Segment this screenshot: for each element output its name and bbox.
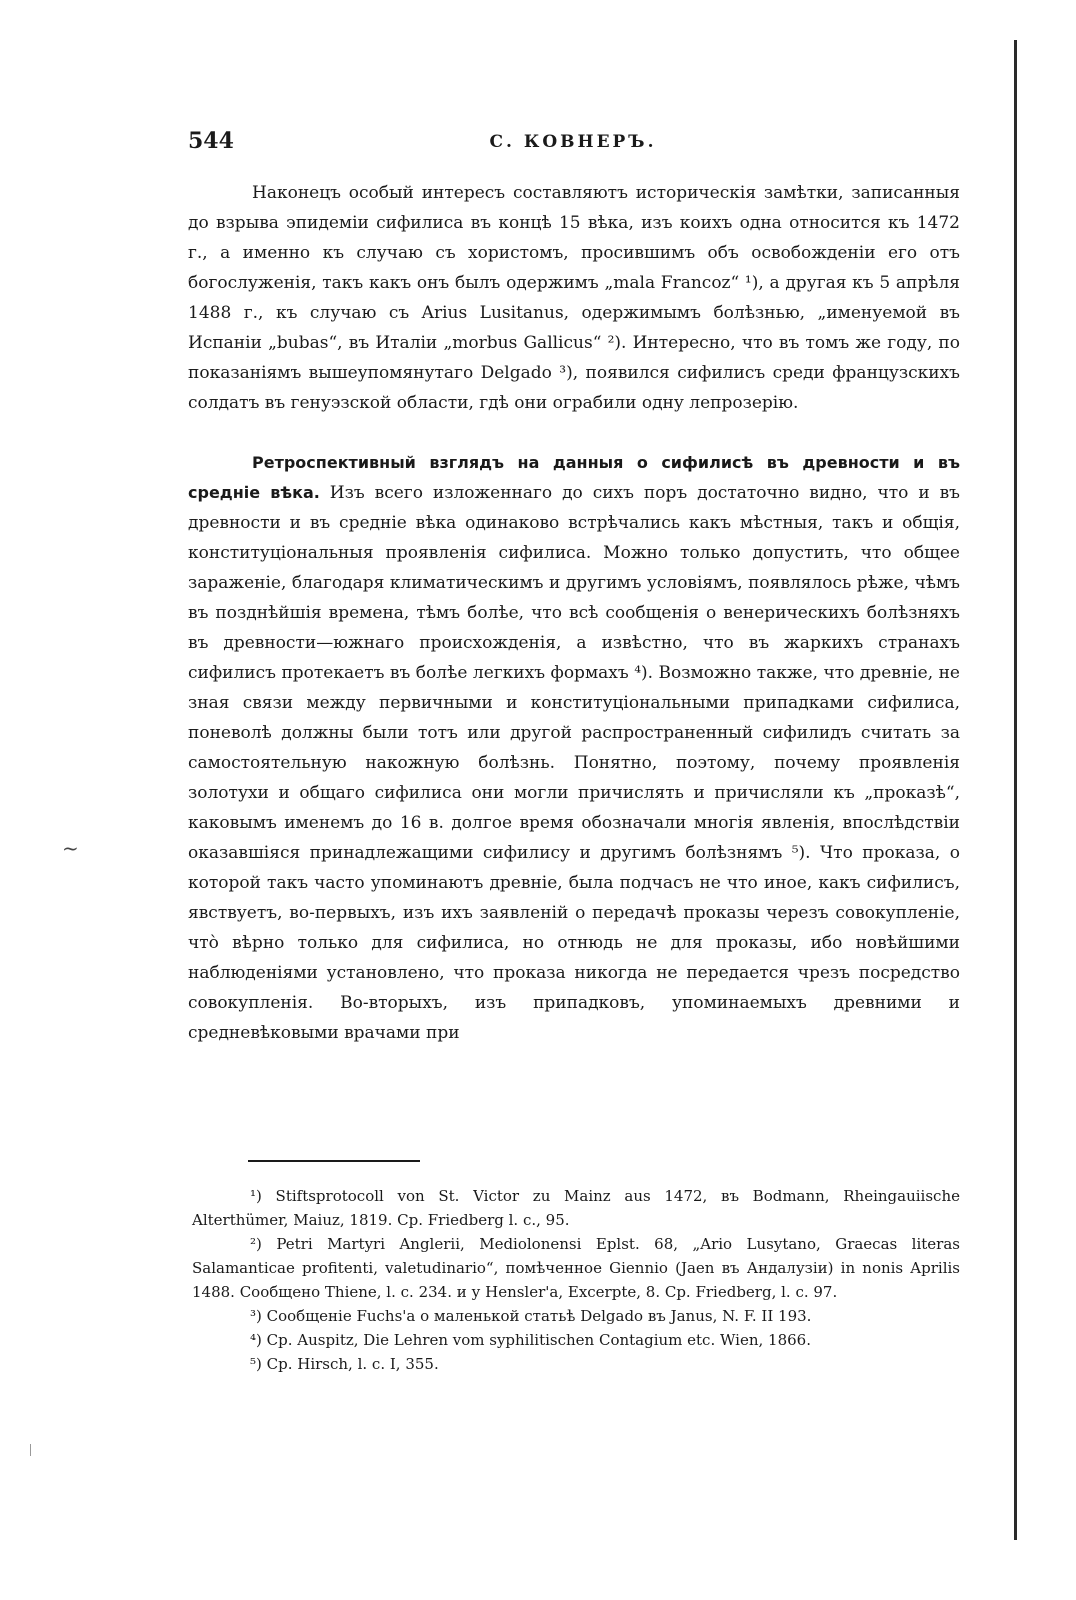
footnotes [192, 1184, 960, 1376]
page-edge-line [1014, 40, 1017, 1540]
footnote-4: ⁴) Ср. Auspitz, Die Lehren vom syphilitischen Contagium etc. Wien, 1866. [250, 1331, 811, 1349]
margin-mark: ~ [62, 836, 79, 860]
footnote-1: ¹) Stiftsprotocoll von St. Victor zu Mainz aus 1472, въ Bodmann, Rheingauiische Alterthümer, Maiuz, 1819. Ср. Friedberg l. c., 95. [192, 1187, 960, 1229]
page-number: 544 [188, 128, 234, 154]
paragraph-retrospective [188, 448, 960, 1048]
footnote-5: ⁵) Ср. Hirsch, l. c. I, 355. [250, 1355, 439, 1373]
running-title: С. КОВНЕРЪ. [489, 132, 657, 152]
section-heading: Ретроспективный взглядъ на данныя о сифилисѣ въ древности и въ средніе вѣка. [188, 453, 960, 502]
footnote-2: ²) Petri Martyri Anglerii, Mediolonensi Eplst. 68, „Ario Lusytano, Graecas literas Salamanticae profitenti, valetudinario“, помѣченное Giennio (Jaen въ Андалузіи) in nonis Aprilis 1488. Сообщено Thiene, l. c. 234. и у Hensler'a, Excerpte, 8. Ср. Friedberg, l. c. 97. [192, 1235, 960, 1301]
paragraph-historical-notes: Наконецъ особый интересъ составляютъ историческія замѣтки, записанныя до взрыва эпидеміи сифилиса въ концѣ 15 вѣка, изъ коихъ одна относится къ 1472 г., а именно къ случаю съ хористомъ, просившимъ объ освобожденіи его отъ богослуженія, такъ какъ онъ былъ одержимъ „mala Francoz“ ¹), а другая къ 5 апрѣля 1488 г., къ случаю съ Arius Lusitanus, одержимымъ болѣзнью, „именуемой въ Испаніи „bubas“, въ Италіи „morbus Gallicus“ ²). Интересно, что въ томъ же году, по показаніямъ вышеупомянутаго Delgado ³), появился сифилисъ среди французскихъ солдатъ въ генуэзской области, гдѣ они ограбили одну лепрозерію. [188, 183, 960, 413]
margin-tick [30, 1444, 31, 1456]
footnote-separator [248, 1160, 420, 1162]
page-header [188, 128, 958, 160]
footnote-3: ³) Сообщеніе Fuchs'a о маленькой статьѣ Delgado въ Janus, N. F. II 193. [250, 1307, 812, 1325]
main-text [188, 178, 960, 1048]
paragraph-retrospective-text: Изъ всего изложеннаго до сихъ поръ достаточно видно, что и въ древности и въ средніе вѣка одинаково встрѣчались какъ мѣстныя, такъ и общія, конституціональныя проявленія сифилиса. Можно только допустить, что общее зараженіе, благодаря климатическимъ и другимъ условіямъ, появлялось рѣже, чѣмъ въ позднѣйшія времена, тѣмъ болѣе, что всѣ сообщенія о венерическихъ болѣзняхъ въ древности—южнаго происхожденія, а извѣстно, что въ жаркихъ странахъ сифилисъ протекаетъ въ болѣе легкихъ формахъ ⁴). Возможно также, что древніе, не зная связи между первичными и конституціональными припадками сифилиса, поневолѣ должны были тотъ или другой распространенный сифилидъ считать за самостоятельную накожную болѣзнь. Понятно, поэтому, почему проявленія золотухи и общаго сифилиса они могли причислять и причисляли къ „проказѣ“, каковымъ именемъ до 16 в. долгое время обозначали многія явленія, впослѣдствіи оказавшіяся принадлежащими сифилису и другимъ болѣзнямъ ⁵). Что проказа, о которой такъ часто упоминаютъ древніе, была подчасъ не что иное, какъ сифилисъ, явствуетъ, во-первыхъ, изъ ихъ заявленій о передачѣ проказы черезъ совокупленіе, что̀ вѣрно только для сифилиса, но отнюдь не для проказы, ибо новѣйшими наблюденіями установлено, что проказа никогда не передается чрезъ посредство совокупленія. Во-вторыхъ, изъ припадковъ, упоминаемыхъ древними и средневѣковыми врачами при [188, 483, 960, 1043]
